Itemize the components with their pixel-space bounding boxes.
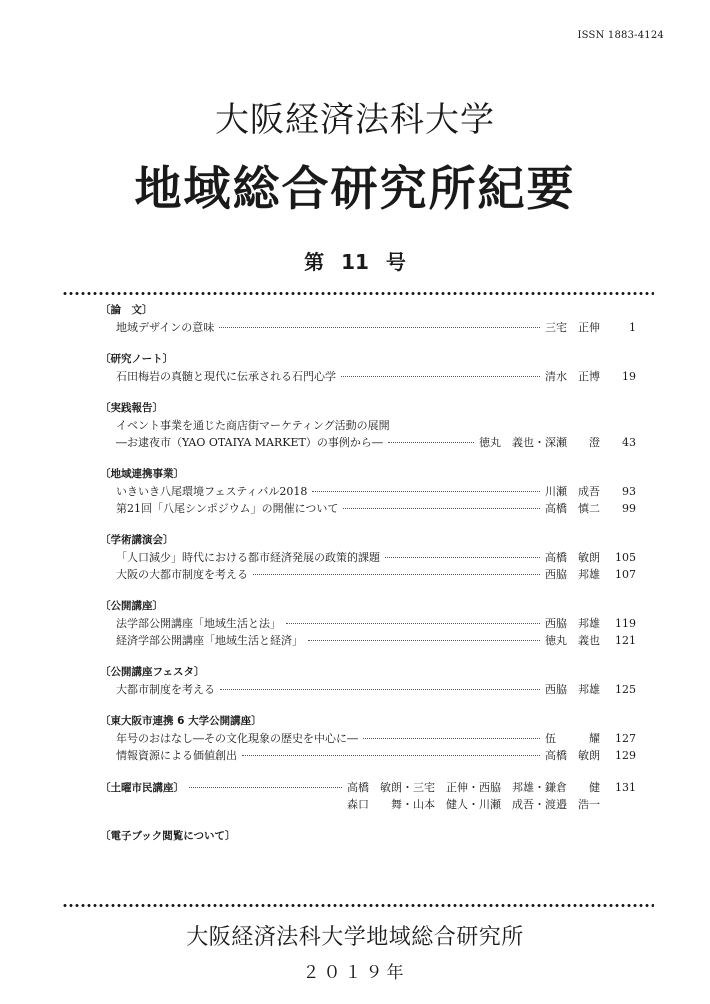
entry-title: 石田梅岩の真髄と現代に伝承される石門心学 [116,370,336,383]
dot-leader [242,755,540,756]
university-name: 大阪経済法科大学 [215,100,495,140]
section-heading: 〔実践報告〕 [100,402,163,414]
dot-leader [388,442,474,443]
section-heading: 〔学術講演会〕 [100,534,174,546]
entry-author: 徳丸 義也・深瀬 澄 [479,436,600,449]
entry-author: 西脇 邦雄 [545,683,600,696]
issn-number: ISSN 1883-4124 [577,30,664,41]
entry-page: 105 [615,551,636,564]
toc-entry[interactable] [100,779,636,796]
section-heading: 〔研究ノート〕 [100,353,174,365]
top-dotted-divider [62,292,654,295]
dot-leader [343,508,540,509]
entry-page: 1 [629,321,636,334]
toc-entry[interactable] [100,615,636,632]
entry-author: 西脇 邦雄 [545,568,600,581]
entry-title: イベント事業を通じた商店街マーケティング活動の展開 [116,419,390,432]
table-of-contents [100,302,636,860]
toc-entry[interactable] [100,747,636,764]
dot-leader [219,327,540,328]
toc-section-lecture-festa [100,664,636,698]
entry-title: 法学部公開講座「地域生活と法」 [116,617,281,630]
entry-page: 121 [615,634,636,647]
section-heading: 〔土曜市民講座〕 [100,782,184,794]
toc-entry-continuation [100,796,636,813]
dot-leader [363,738,540,739]
entry-title: 地域デザインの意味 [116,321,215,334]
toc-entry[interactable] [100,632,636,649]
journal-title: 地域総合研究所紀要 [134,162,576,217]
entry-page: 19 [622,370,636,383]
entry-subtitle: ―お逮夜市（YAO OTAIYA MARKET）の事例から― [116,436,383,449]
entry-author: 伍 耀 [545,732,600,745]
entry-title: いきいき八尾環境フェスティバル2018 [116,485,308,498]
entry-page: 125 [615,683,636,696]
issue-number: 第 11 号 [304,250,406,274]
entry-page: 43 [622,436,636,449]
dot-leader [308,640,540,641]
dot-leader [220,689,540,690]
publication-year: ２０１９年 [302,963,408,983]
entry-author: 三宅 正伸 [545,321,600,334]
dot-leader [189,787,342,788]
entry-author: 徳丸 義也 [545,634,600,647]
dot-leader [385,557,540,558]
toc-entry[interactable] [100,319,636,336]
section-heading: 〔地域連携事業〕 [100,468,184,480]
entry-page: 119 [615,617,636,630]
dot-leader [341,376,540,377]
entry-page: 127 [615,732,636,745]
entry-authors-line1: 高橋 敏朗・三宅 正伸・西脇 邦雄・鎌倉 健 [347,781,600,794]
entry-title: 第21回「八尾シンポジウム」の開催について [116,502,339,515]
entry-title: 年号のおはなし―その文化現象の歴史を中心に― [116,732,358,745]
toc-section-regional-collab [100,466,636,517]
section-heading: 〔公開講座〕 [100,600,163,612]
dot-leader [286,623,540,624]
entry-title: 「人口減少」時代における都市経済発展の政策的課題 [116,551,380,564]
entry-title: 大都市制度を考える [116,683,215,696]
entry-title: 大阪の大都市制度を考える [116,568,248,581]
toc-entry[interactable] [100,483,636,500]
toc-entry[interactable] [100,681,636,698]
toc-section-practice-report [100,400,636,451]
entry-page: 93 [622,485,636,498]
toc-entry[interactable] [100,500,636,517]
entry-title: 経済学部公開講座「地域生活と経済」 [116,634,303,647]
dot-leader [253,574,540,575]
section-heading: 〔公開講座フェスタ〕 [100,666,205,678]
toc-section-ebook [100,828,636,845]
toc-section-ronbun [100,302,636,336]
toc-entry[interactable] [100,417,636,434]
toc-section-saturday [100,779,636,813]
section-heading: 〔論 文〕 [100,304,153,316]
ebook-heading[interactable]: 〔電子ブック閲覧について〕 [100,830,236,842]
entry-author: 川瀬 成吾 [545,485,600,498]
toc-section-public-lecture [100,598,636,649]
entry-page: 107 [615,568,636,581]
toc-entry[interactable] [100,730,636,747]
entry-author: 清水 正博 [545,370,600,383]
entry-page: 129 [615,749,636,762]
toc-entry[interactable] [100,368,636,385]
toc-entry[interactable] [100,549,636,566]
toc-section-research-note [100,351,636,385]
entry-author: 高橋 敏朗 [545,551,600,564]
toc-section-academic-lecture [100,532,636,583]
entry-title: 情報資源による価値創出 [116,749,237,762]
entry-authors-line2: 森口 舞・山本 健人・川瀬 成吾・渡邉 浩一 [347,798,600,811]
entry-page: 99 [622,502,636,515]
entry-author: 高橋 敏朗 [545,749,600,762]
toc-entry-subtitle[interactable] [100,434,636,451]
dot-leader [312,491,540,492]
section-heading: 〔東大阪市連携 6 大学公開講座〕 [100,715,262,727]
entry-author: 西脇 邦雄 [545,617,600,630]
publisher-name: 大阪経済法科大学地域総合研究所 [186,925,524,950]
entry-author: 高橋 慎二 [545,502,600,515]
bottom-dotted-divider [62,904,654,907]
toc-entry[interactable] [100,566,636,583]
toc-section-higashiosaka [100,713,636,764]
entry-page: 131 [615,781,636,794]
